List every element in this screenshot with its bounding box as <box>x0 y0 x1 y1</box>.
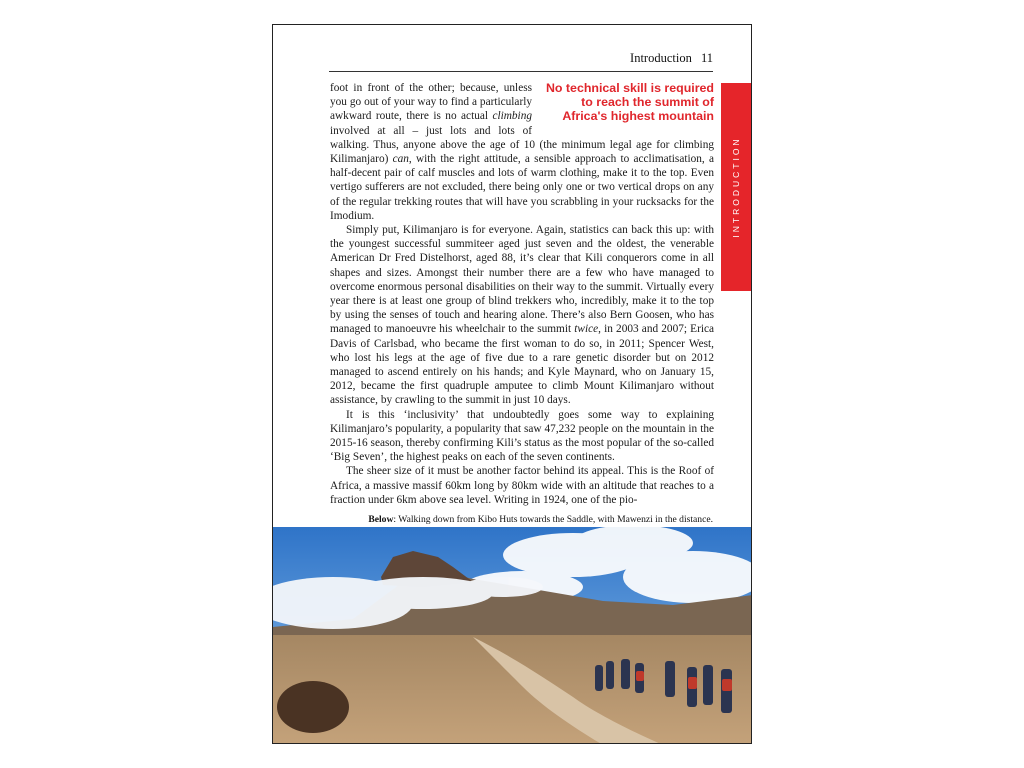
text-run: , with the right attitude, a sensible approach to acclimatisation, a half-decent pair of calf muscles and lots of warm clothing, make it to the top. Even vertigo sufferers are not excluded, there being only one or two vertical drops on any of the regular trekking routes that will have you scrabbling in your rucksacks for the Imodium. <box>330 153 714 222</box>
emphasis: twice <box>574 323 599 336</box>
emphasis: can <box>392 153 409 166</box>
emphasis: climbing <box>492 110 532 123</box>
book-page <box>272 24 752 744</box>
text-run: , in 2003 and 2007; Erica Davis of Carlsbad, who became the first woman to do so, in 2011; Spencer West, who lost his legs at the age of five due to a rare genetic disorder but on 2012 managed to ascend entirely on his hands; and Kyle Maynard, who on January 15, 2012, became the first quadruple amputee to climb Mount Kilimanjaro without assistance, by crawling to the summit in just 10 days. <box>330 323 714 407</box>
text-run: involved at all – just lots and lots of walking. Thus, anyone above the age of 10 (the minimum legal age for climbing Kilimanjaro) <box>330 124 714 166</box>
body-text <box>330 81 714 507</box>
text-run: Simply put, Kilimanjaro is for everyone. Again, statistics can back this up: with the youngest successful summiteer aged just seven and the oldest, the venerable American Dr Fred Distelhorst, aged 88, it’s clear that Kili conquerors come in all shapes and sizes. Amongst their number there are a few who have managed to overcome enormous personal disabilities on their way to the summit. Virtually every year there is at least one group of blind trekkers who, incredibly, make it to the top by using the senses of touch and hearing alone. There’s also Bern Goosen, who has managed to manoeuvre his wheelchair to the summit <box>330 224 714 336</box>
page-number: 11 <box>700 51 713 65</box>
photo-caption <box>330 514 713 525</box>
side-tab-label: INTRODUCTION <box>731 136 741 238</box>
caption-text: : Walking down from Kibo Huts towards the Saddle, with Mawenzi in the distance. <box>393 514 713 525</box>
section-side-tab <box>721 83 751 291</box>
paragraph <box>330 223 714 408</box>
paragraph: The sheer size of it must be another factor behind its appeal. This is the Roof of Africa, a massive massif 60km long by 80km wide with an altitude that reaches to a fraction under 6km above sea level. Writing in 1924, one of the pio- <box>330 465 714 506</box>
text-run: foot in front of the other; because, unless you go out of your way to find a particularly awkward route, there is no actual <box>330 82 532 123</box>
caption-label: Below <box>368 514 394 525</box>
foreground-rock <box>277 681 349 733</box>
section-title: Introduction <box>630 51 692 65</box>
header-rule <box>329 71 713 72</box>
desert-ground <box>273 635 752 744</box>
landscape-photo <box>273 527 752 744</box>
photo-illustration <box>273 527 752 744</box>
pull-quote: No technical skill is required to reach the summit of Africa's highest mountain <box>545 81 714 124</box>
running-head <box>630 51 713 66</box>
paragraph: It is this ‘inclusivity’ that undoubtedly goes some way to explaining Kilimanjaro’s popularity, a popularity that saw 47,232 people on the mountain in the 2015-16 season, thereby confirming Kili’s status as the most popular of the so-called ‘Big Seven’, the highest peaks on each of the seven continents. <box>330 408 714 464</box>
